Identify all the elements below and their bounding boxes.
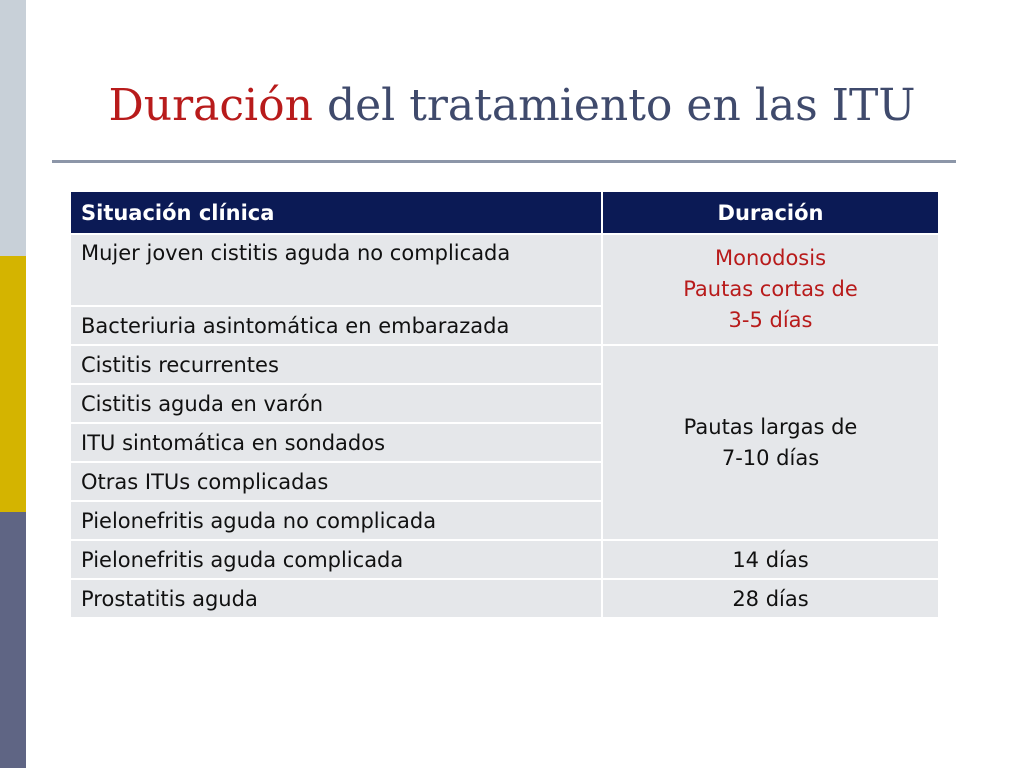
header-situacion: Situación clínica bbox=[70, 191, 602, 234]
situation-cell: Cistitis aguda en varón bbox=[70, 384, 602, 423]
duration-cell: 14 días bbox=[602, 540, 939, 579]
duration-cell-short bbox=[602, 234, 939, 345]
duration-line: Pautas largas de bbox=[683, 414, 858, 439]
situation-cell: Mujer joven cistitis aguda no complicada bbox=[70, 234, 602, 306]
situation-cell: ITU sintomática en sondados bbox=[70, 423, 602, 462]
table-header-row bbox=[70, 191, 939, 234]
table-row bbox=[70, 579, 939, 618]
situation-cell: Pielonefritis aguda complicada bbox=[70, 540, 602, 579]
situation-cell: Pielonefritis aguda no complicada bbox=[70, 501, 602, 540]
slide-title bbox=[0, 78, 1024, 134]
sidebar-stripe-bottom bbox=[0, 512, 26, 768]
duration-table bbox=[69, 190, 940, 619]
situation-cell: Otras ITUs complicadas bbox=[70, 462, 602, 501]
duration-line: Monodosis bbox=[714, 246, 827, 270]
title-divider bbox=[52, 160, 956, 163]
table-row bbox=[70, 540, 939, 579]
duration-line: 3-5 días bbox=[728, 308, 813, 332]
header-duracion: Duración bbox=[602, 191, 939, 234]
duration-line: 7-10 días bbox=[721, 445, 820, 470]
title-accent-word: Duración bbox=[108, 80, 313, 131]
sidebar-stripe-middle bbox=[0, 256, 26, 512]
title-rest: del tratamiento en las ITU bbox=[312, 80, 916, 131]
situation-cell: Bacteriuria asintomática en embarazada bbox=[70, 306, 602, 345]
situation-cell: Cistitis recurrentes bbox=[70, 345, 602, 384]
duration-cell-long bbox=[602, 345, 939, 540]
duration-line: Pautas cortas de bbox=[683, 277, 858, 301]
situation-cell: Prostatitis aguda bbox=[70, 579, 602, 618]
table-row bbox=[70, 234, 939, 306]
table-row bbox=[70, 345, 939, 384]
duration-cell: 28 días bbox=[602, 579, 939, 618]
